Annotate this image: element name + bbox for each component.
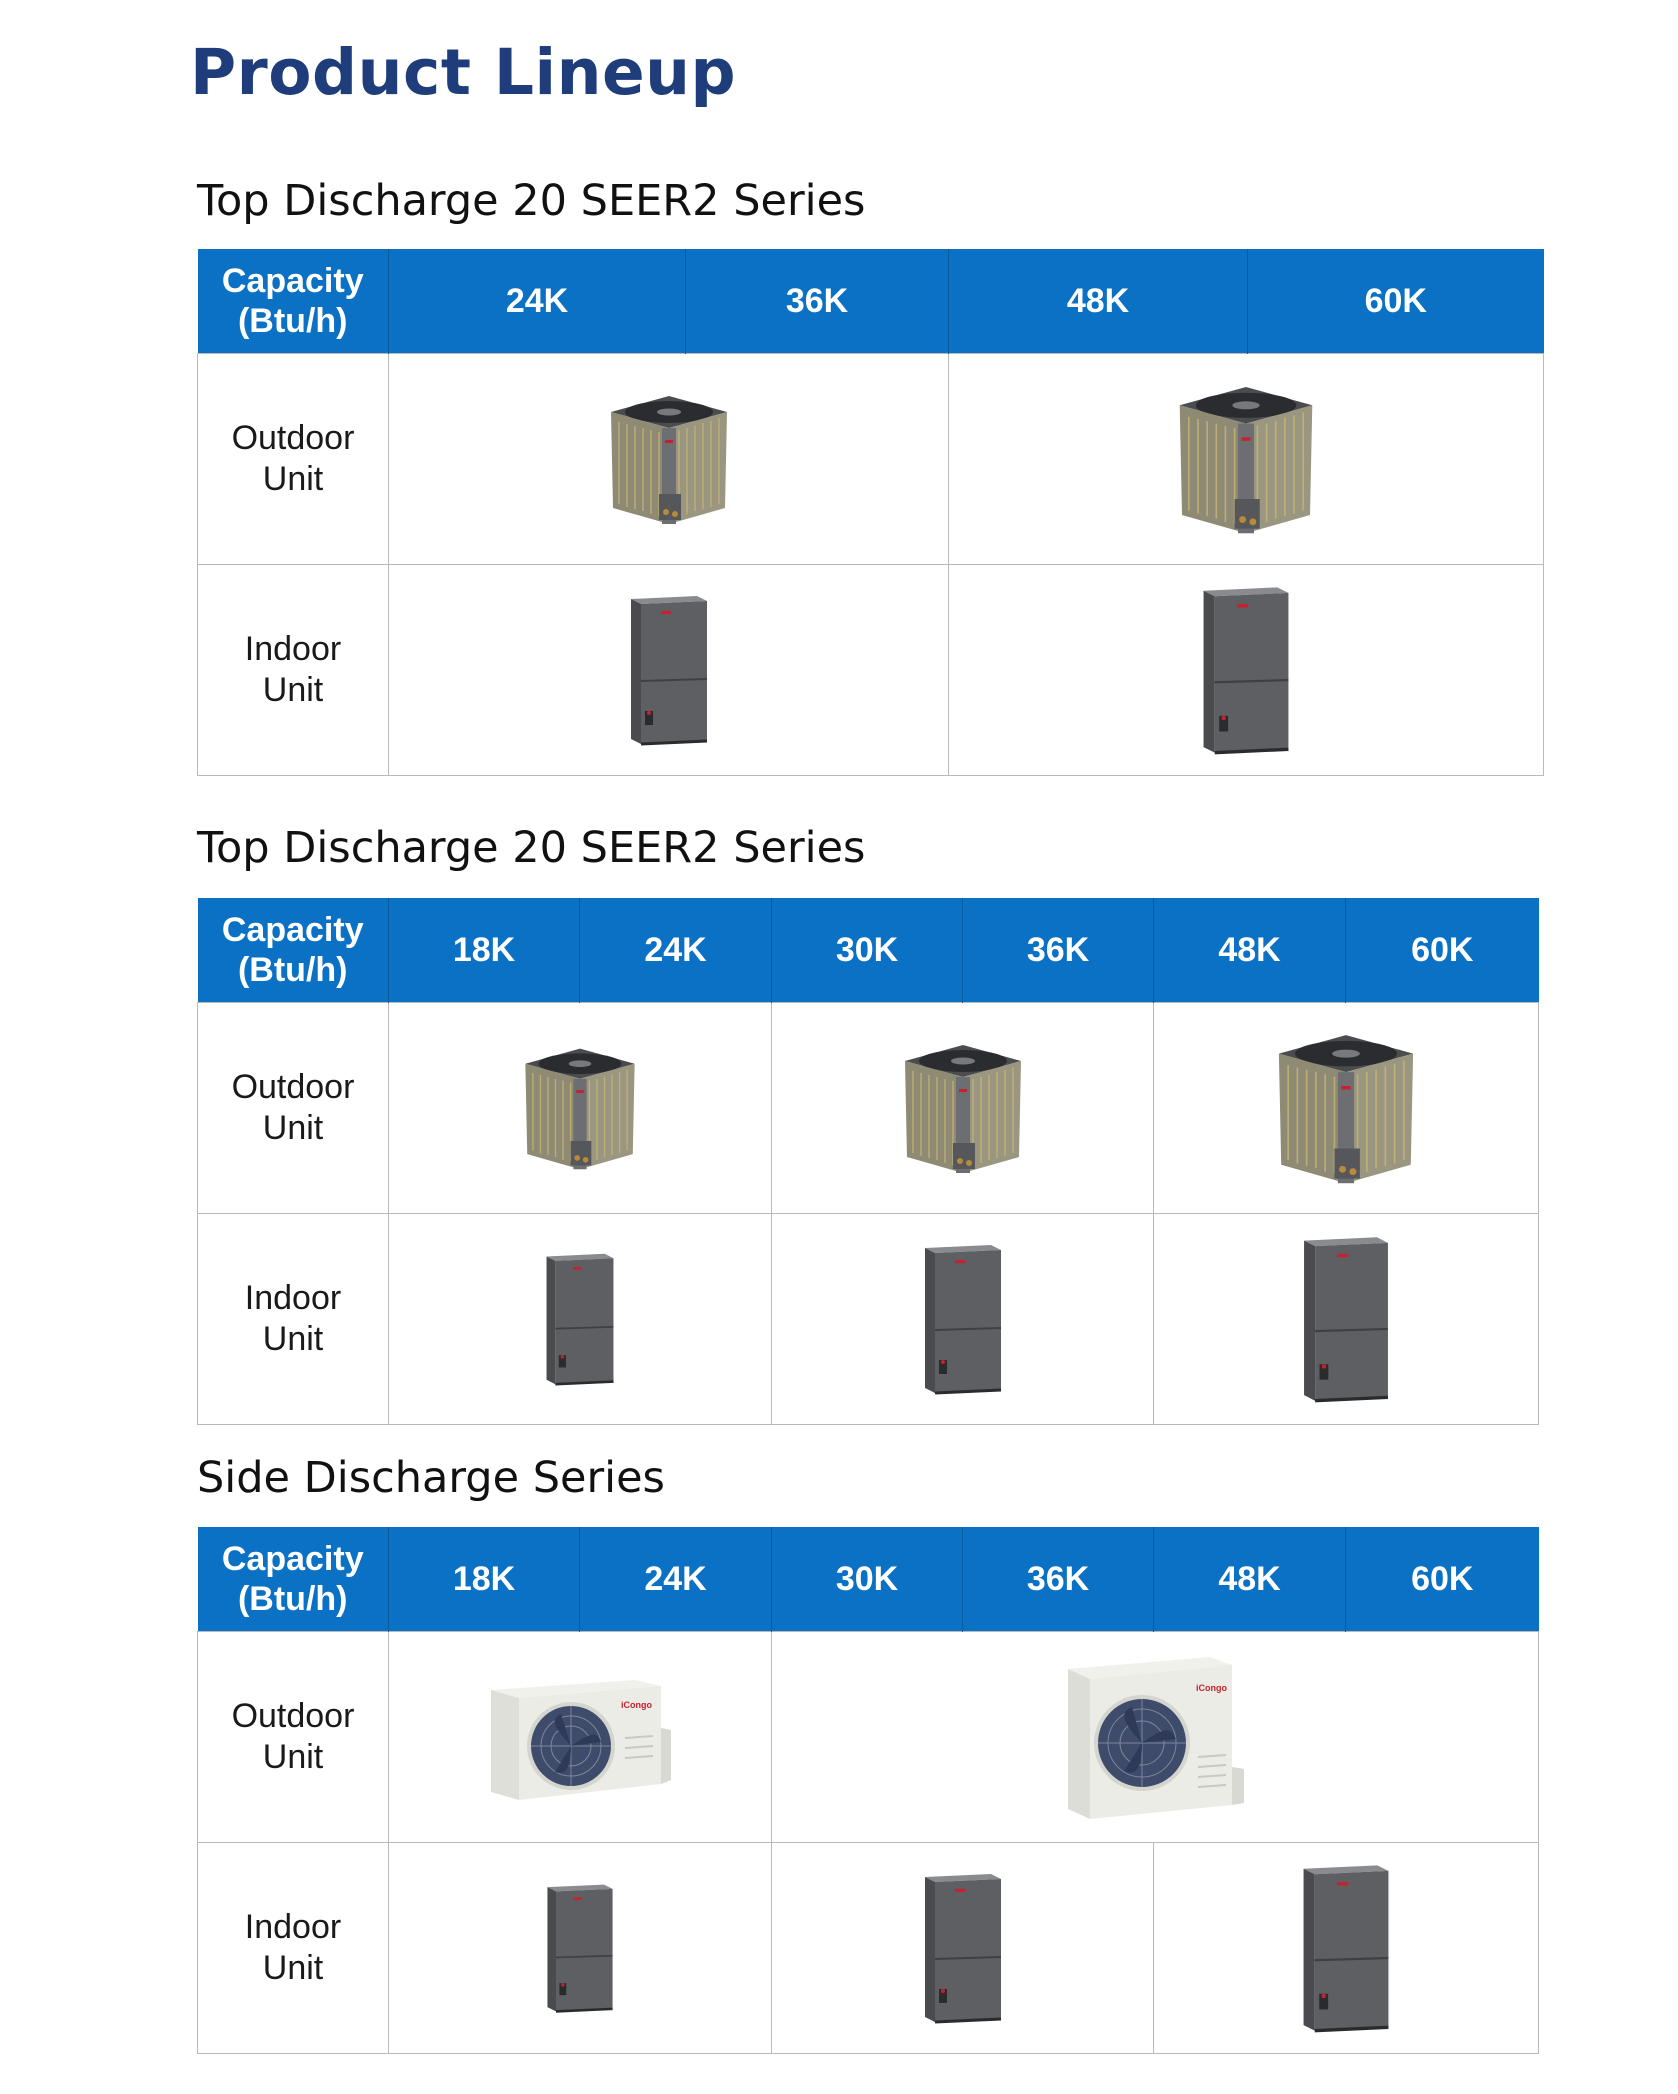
capacity-header-label: Capacity (Btu/h) xyxy=(198,898,389,1003)
top-discharge-condenser-icon xyxy=(1166,380,1326,538)
outdoor-unit-row xyxy=(198,354,1544,565)
capacity-cell: 60K xyxy=(1248,249,1544,354)
air-handler-icon xyxy=(543,1251,617,1387)
capacity-cell: 18K xyxy=(389,1527,580,1632)
row-label-outdoor: Outdoor Unit xyxy=(198,1632,389,1843)
air-handler-icon xyxy=(921,1871,1005,2025)
product-table xyxy=(197,898,1539,1425)
capacity-header-row xyxy=(198,898,1539,1003)
indoor-unit-row xyxy=(198,1843,1539,2054)
outdoor-unit-cell xyxy=(772,1632,1539,1843)
air-handler-icon xyxy=(1297,1234,1395,1404)
capacity-cell: 36K xyxy=(963,898,1154,1003)
outdoor-unit-cell xyxy=(1154,1003,1539,1214)
svg-text:iCongo: iCongo xyxy=(621,1700,652,1710)
row-label-indoor: Indoor Unit xyxy=(198,1214,389,1425)
capacity-cell: 30K xyxy=(772,1527,963,1632)
capacity-cell: 36K xyxy=(686,249,949,354)
outdoor-unit-cell xyxy=(389,1632,772,1843)
row-label-indoor: Indoor Unit xyxy=(198,1843,389,2054)
side-discharge-outdoor-unit-icon xyxy=(1060,1647,1250,1827)
indoor-unit-cell xyxy=(1154,1214,1539,1425)
top-discharge-condenser-icon xyxy=(599,390,739,528)
product-table xyxy=(197,249,1544,776)
capacity-header-label: Capacity (Btu/h) xyxy=(198,249,389,354)
top-discharge-condenser-icon xyxy=(893,1039,1033,1177)
row-label-outdoor: Outdoor Unit xyxy=(198,354,389,565)
indoor-unit-cell xyxy=(389,1214,772,1425)
capacity-cell: 24K xyxy=(389,249,686,354)
capacity-cell: 36K xyxy=(963,1527,1154,1632)
outdoor-unit-cell xyxy=(949,354,1544,565)
outdoor-unit-cell xyxy=(772,1003,1154,1214)
air-handler-icon xyxy=(544,1879,616,2017)
air-handler-icon xyxy=(1197,584,1295,756)
outdoor-unit-cell xyxy=(389,1003,772,1214)
side-discharge-outdoor-unit-icon xyxy=(485,1668,675,1806)
capacity-header-row xyxy=(198,1527,1539,1632)
air-handler-icon xyxy=(1298,1862,1394,2034)
indoor-unit-cell xyxy=(772,1214,1154,1425)
indoor-unit-cell xyxy=(389,1843,772,2054)
capacity-cell: 48K xyxy=(1154,898,1346,1003)
product-table xyxy=(197,1527,1539,2054)
page-title: Product Lineup xyxy=(190,36,737,109)
indoor-unit-row xyxy=(198,1214,1539,1425)
indoor-unit-cell xyxy=(1154,1843,1539,2054)
outdoor-unit-cell xyxy=(389,354,949,565)
top-discharge-condenser-icon xyxy=(1265,1028,1427,1188)
row-label-outdoor: Outdoor Unit xyxy=(198,1003,389,1214)
top-discharge-condenser-icon xyxy=(514,1043,646,1173)
section-title: Top Discharge 20 SEER2 Series xyxy=(197,176,866,226)
capacity-header-label: Capacity (Btu/h) xyxy=(198,1527,389,1632)
indoor-unit-cell xyxy=(389,565,949,776)
capacity-cell: 24K xyxy=(580,1527,772,1632)
svg-text:iCongo: iCongo xyxy=(1196,1683,1227,1693)
air-handler-icon xyxy=(920,1242,1006,1396)
capacity-header-row xyxy=(198,249,1544,354)
capacity-cell: 60K xyxy=(1346,1527,1539,1632)
air-handler-icon xyxy=(627,593,711,747)
section-title: Side Discharge Series xyxy=(197,1453,665,1503)
outdoor-unit-row xyxy=(198,1003,1539,1214)
capacity-cell: 18K xyxy=(389,898,580,1003)
row-label-indoor: Indoor Unit xyxy=(198,565,389,776)
section-title: Top Discharge 20 SEER2 Series xyxy=(197,823,866,873)
indoor-unit-cell xyxy=(772,1843,1154,2054)
capacity-cell: 24K xyxy=(580,898,772,1003)
indoor-unit-row xyxy=(198,565,1544,776)
capacity-cell: 30K xyxy=(772,898,963,1003)
capacity-cell: 48K xyxy=(1154,1527,1346,1632)
outdoor-unit-row xyxy=(198,1632,1539,1843)
capacity-cell: 48K xyxy=(949,249,1248,354)
capacity-cell: 60K xyxy=(1346,898,1539,1003)
indoor-unit-cell xyxy=(949,565,1544,776)
